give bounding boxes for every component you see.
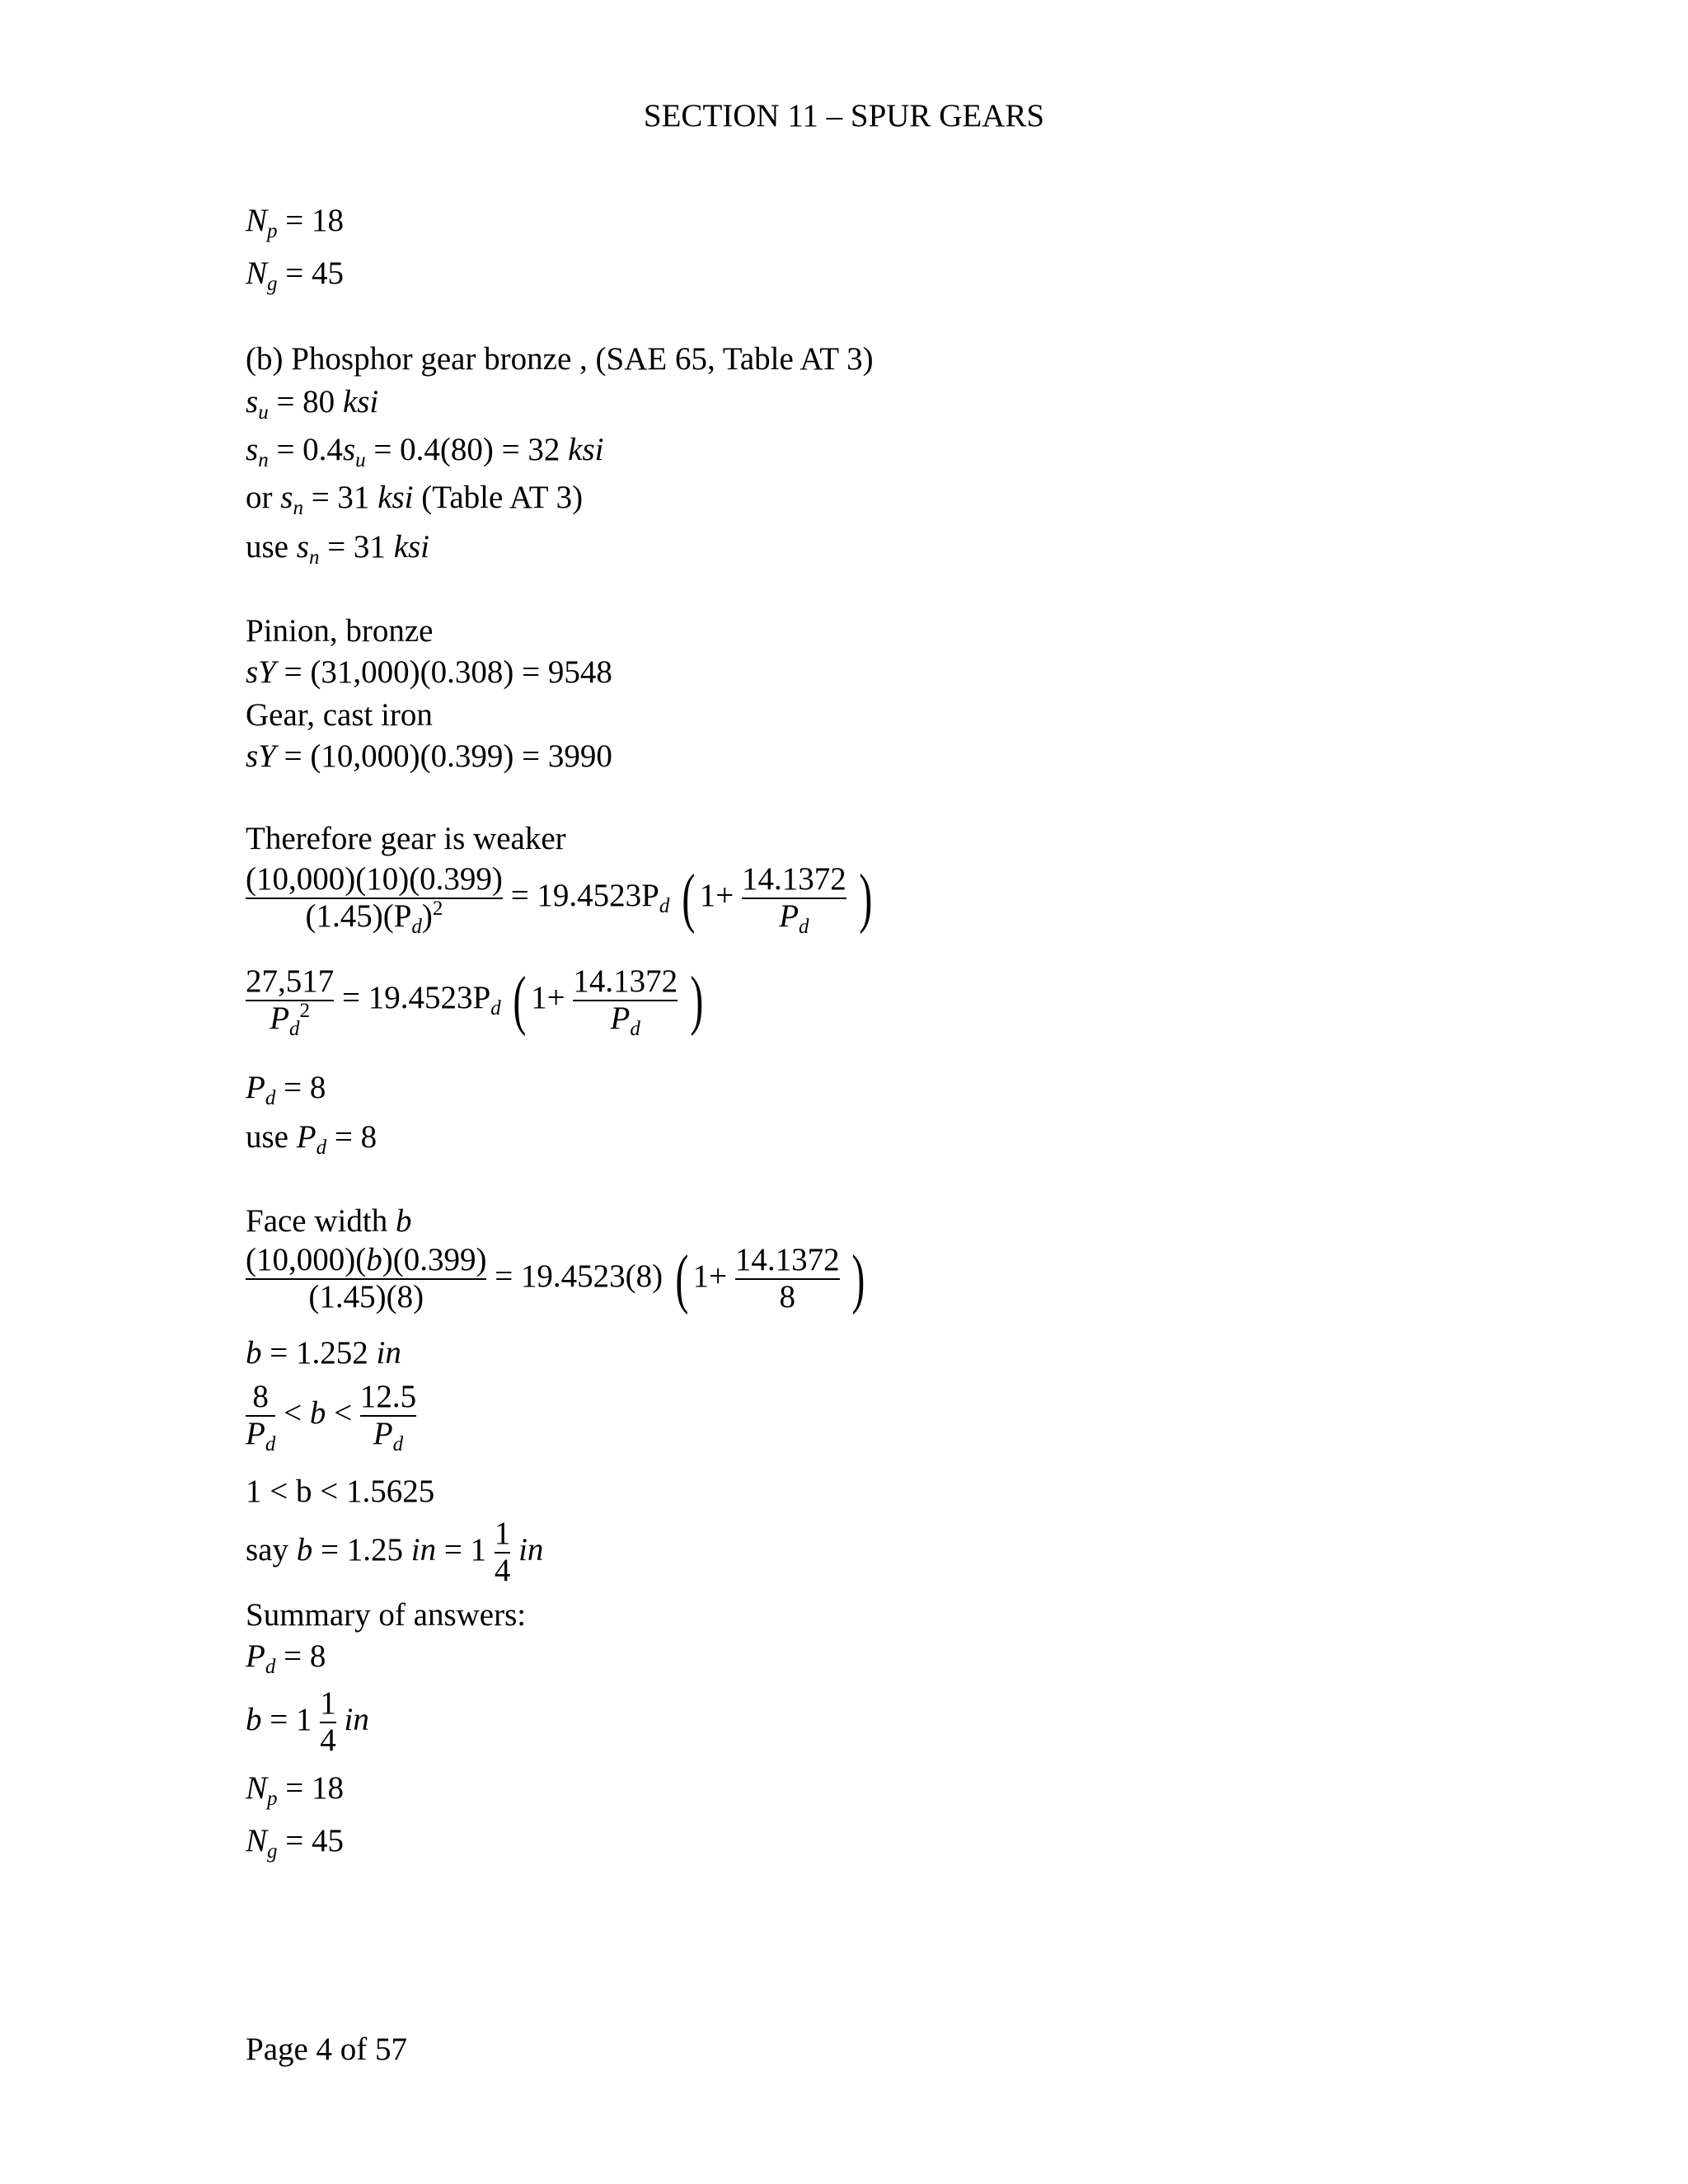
part-b-heading: (b) Phosphor gear bronze , (SAE 65, Table AT 3) xyxy=(246,341,874,377)
page-number: Page 4 of 57 xyxy=(246,2032,408,2067)
sn-line: $s_n = 0.4s_u = 0.4(80) = 32$ ksi xyxy=(246,432,604,471)
say-b-line: say b = 1.25 in = 1 $\frac{1}{4}$ in xyxy=(246,1516,544,1588)
sn-or-line: or $s_n = 31$ ksi (Table AT 3) xyxy=(246,480,584,519)
ng-line: $N_g = 45$ xyxy=(246,255,345,295)
b-inequality: $\frac{8}{P_d}$ < b < $\frac{12.5}{P_d}$ xyxy=(246,1379,417,1455)
equation-3: $\frac{(10,000)(b)(0.399)}{(1.45)(8)}$ = 19.4523(8) ( 1+ $\frac{14.1372}{8}$ ) xyxy=(246,1242,865,1315)
eq1-fraction: $\frac{(10,000)(10)(0.399)}{(1.45)(P_d)^2}$ xyxy=(246,861,503,938)
eq3-fraction: $\frac{(10,000)(b)(0.399)}{(1.45)(8)}$ xyxy=(246,1242,487,1315)
gear-label: Gear, cast iron xyxy=(246,697,433,733)
summary-heading: Summary of answers: xyxy=(246,1597,527,1633)
summary-pd: $P_d = 8$ xyxy=(246,1638,326,1678)
pinion-label: Pinion, bronze xyxy=(246,613,434,649)
pd-result: $P_d = 8$ xyxy=(246,1070,326,1109)
sn-use-line: use $s_n = 31$ ksi xyxy=(246,529,430,569)
section-header: SECTION 11 – SPUR GEARS xyxy=(643,98,1045,134)
np-line: $N_p = 18$ xyxy=(246,203,345,242)
b-result: b = 1.252 in xyxy=(246,1335,401,1371)
face-width-heading: Face width b xyxy=(246,1203,412,1239)
eq2-fraction: $\frac{27,517}{P_d^2}$ xyxy=(246,963,335,1040)
b-range: 1 < b < 1.5625 xyxy=(246,1474,435,1509)
sy-gear-line: sY = (10,000)(0.399) = 3990 xyxy=(246,738,612,774)
summary-np: $N_p = 18$ xyxy=(246,1770,345,1810)
weaker-statement: Therefore gear is weaker xyxy=(246,821,566,856)
sy-pinion-line: sY = (31,000)(0.308) = 9548 xyxy=(246,654,612,690)
pd-use: use $P_d = 8$ xyxy=(246,1119,377,1159)
su-line: $s_u = 80$ ksi xyxy=(246,384,379,424)
equation-1: $\frac{(10,000)(10)(0.399)}{(1.45)(P_d)^2}$ = $19.4523P_d$ ( 1+ $\frac{14.1372}{P_d}$ ) xyxy=(246,861,872,938)
summary-ng: $N_g = 45$ xyxy=(246,1823,345,1863)
summary-b: b = 1 $\frac{1}{4}$ in xyxy=(246,1685,369,1758)
equation-2: $\frac{27,517}{P_d^2}$ = $19.4523P_d$ ( 1+ $\frac{14.1372}{P_d}$ ) xyxy=(246,963,704,1040)
